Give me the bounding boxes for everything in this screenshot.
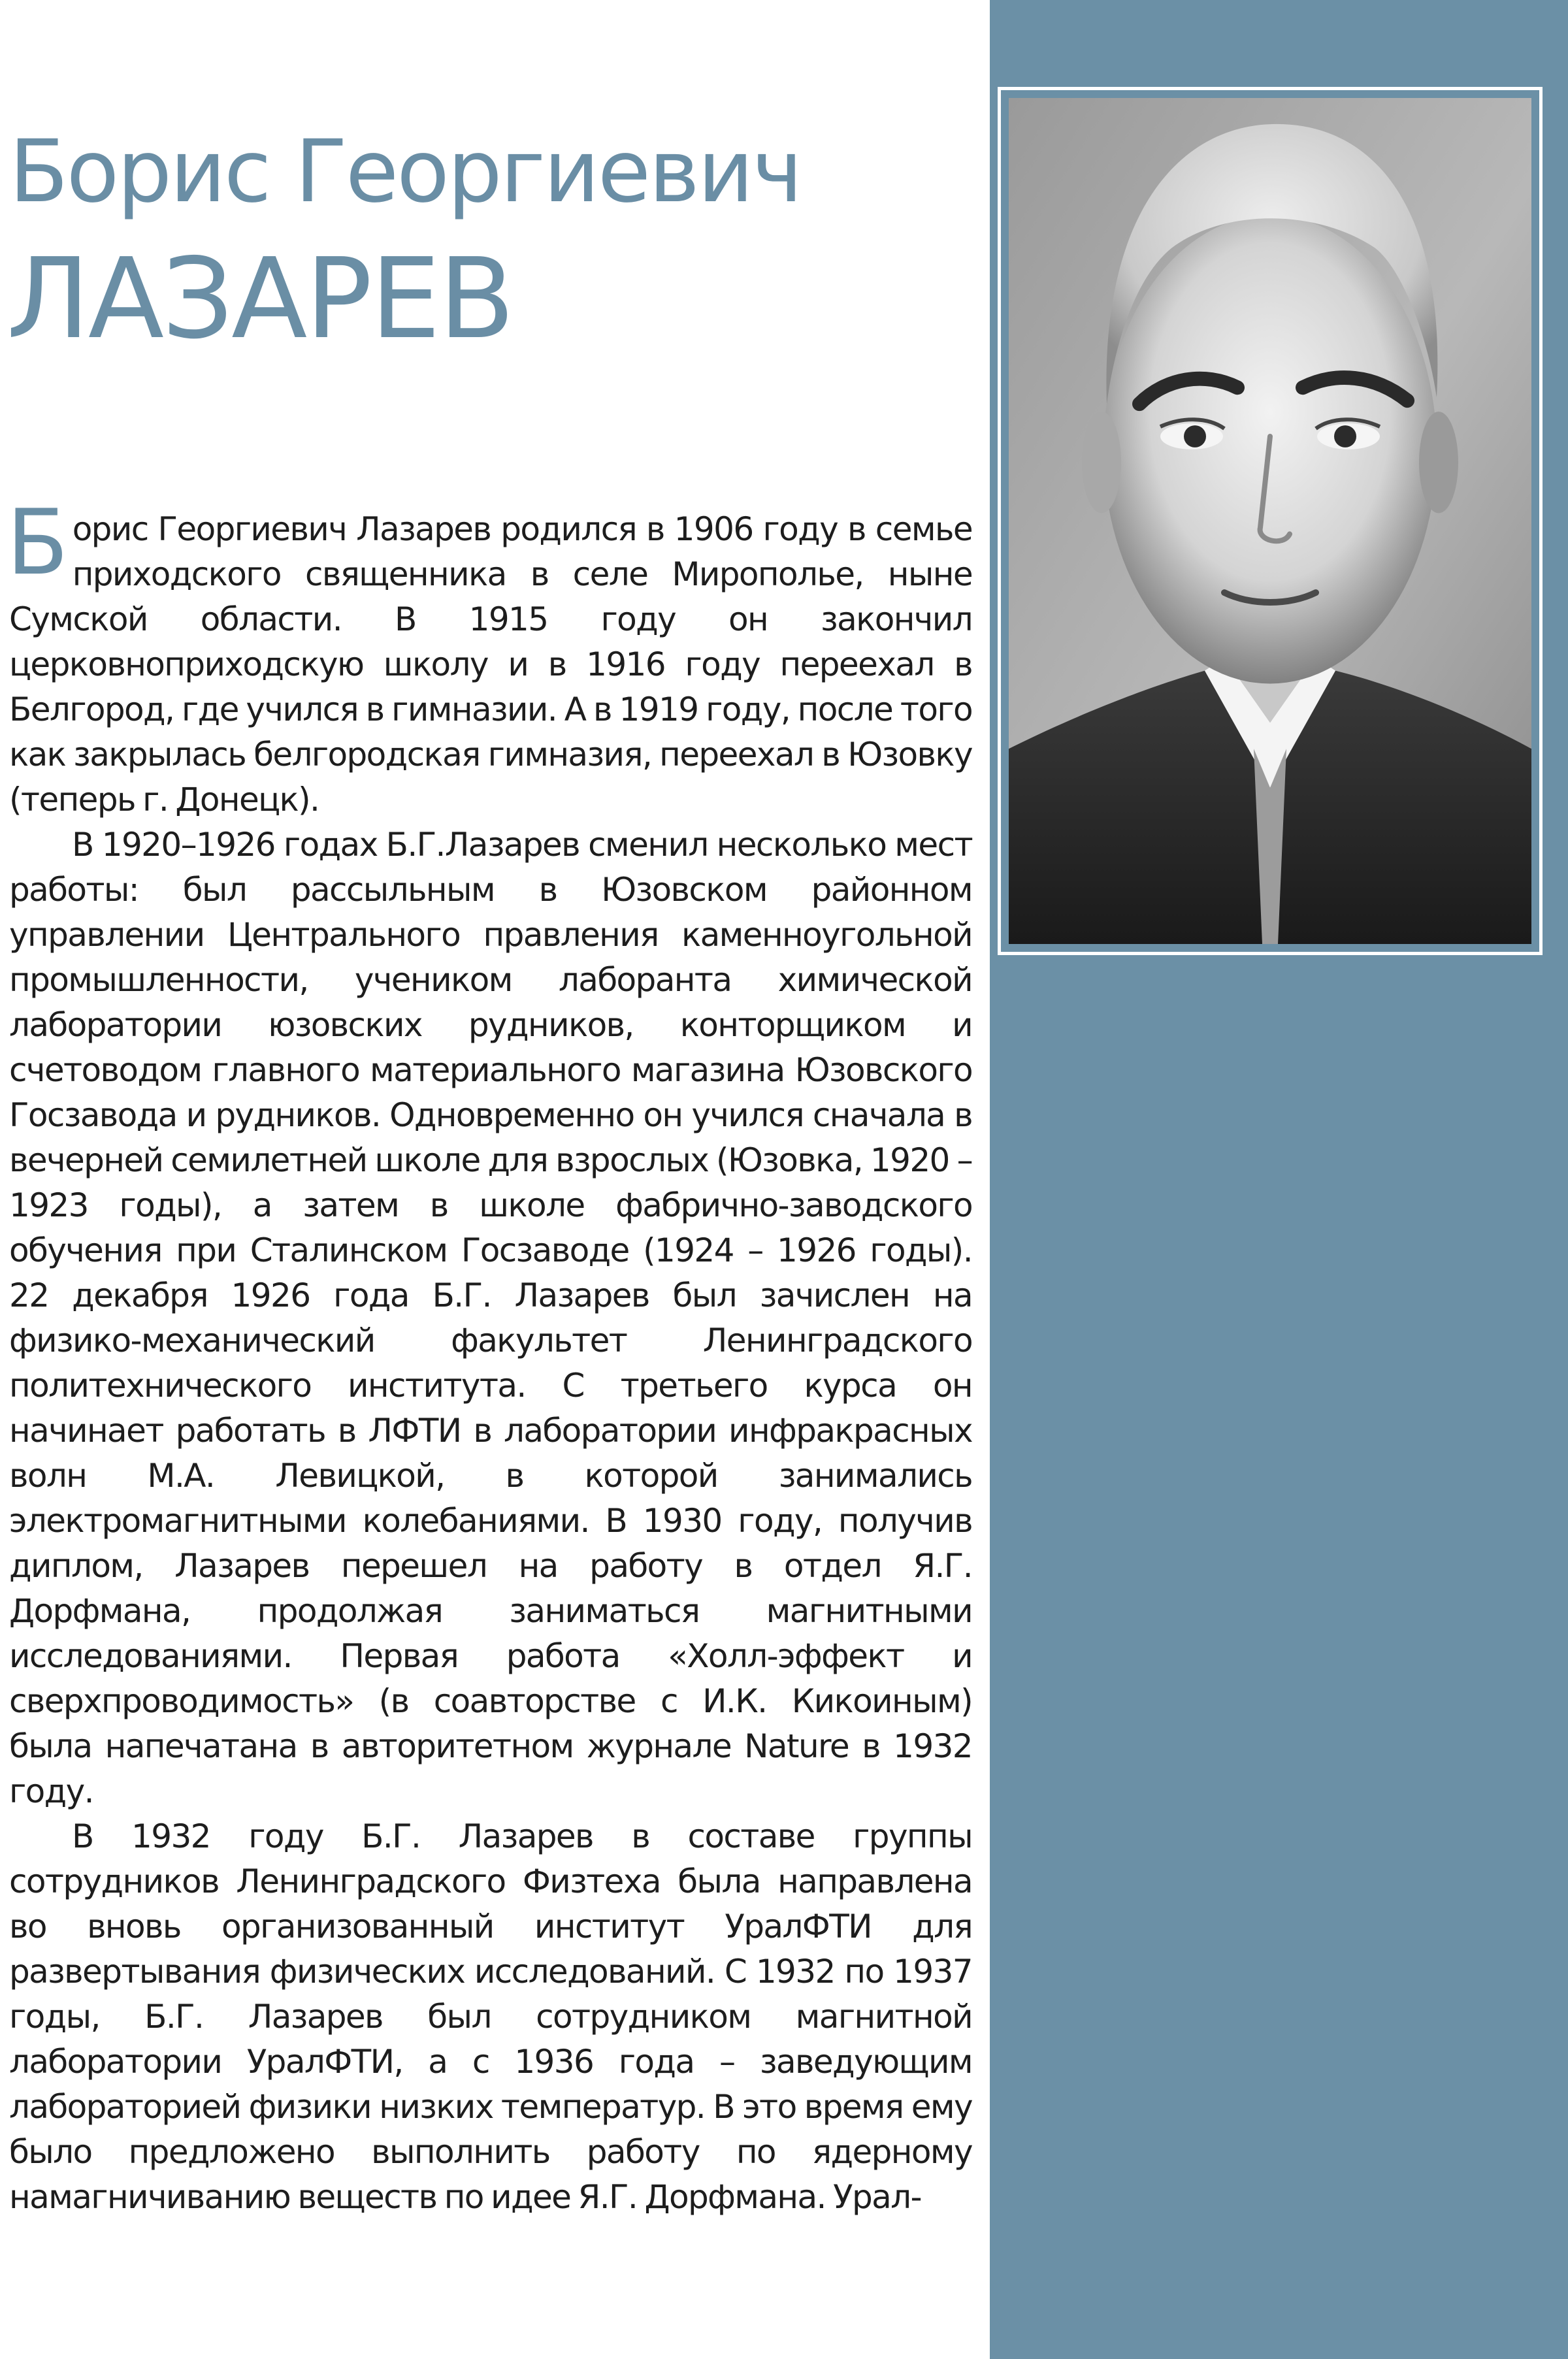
- paragraph-text: орис Георгиевич Лазарев родился в 1906 году в семье приходского священника в селе Мирополье, ныне Сумской области. В 1915 году он закончил церковноприходскую школу и в 1916 году переехал в Белгород, где учился в гимназии. А в 1919 году, после того как закрылась белгородская гимназия, переехал в Юзовку (теперь г. Донецк).: [9, 510, 972, 819]
- person-surname: ЛАЗАРЕВ: [7, 235, 513, 364]
- portrait-frame: [998, 87, 1543, 955]
- drop-cap: Б: [7, 490, 69, 595]
- biography-text: [7, 490, 972, 2220]
- portrait-photo-icon: [1009, 98, 1531, 944]
- biography-paragraph: [7, 490, 972, 822]
- person-first-names: Борис Георгиевич: [9, 122, 801, 222]
- biography-paragraph: В 1920–1926 годах Б.Г.Лазарев сменил несколько мест работы: был рассыльным в Юзовском районном управлении Центрального правления каменноугольной промышленности, учеником лаборанта химической лаборатории юзовских рудников, конторщиком и счетоводом главного материального магазина Юзовского Госзавода и рудников. Одновременно он учился сначала в вечерней семилетней школе для взрослых (Юзовка, 1920 –1923 годы), а затем в школе фабрично-заводского обучения при Сталинском Госзаводе (1924 – 1926 годы). 22 декабря 1926 года Б.Г. Лазарев был зачислен на физико-механический факультет Ленинградского политехнического института. С третьего курса он начинает работать в ЛФТИ в лаборатории инфракрасных волн М.А. Левицкой, в которой занимались электромагнитными колебаниями. В 1930 году, получив диплом, Лазарев перешел на работу в отдел Я.Г. Дорфмана, продолжая заниматься магнитными исследованиями. Первая работа «Холл-эффект и сверхпроводимость» (в соавторстве с И.К. Кикоиным) была напечатана в авторитетном журнале Nature в 1932 году.: [9, 826, 972, 1810]
- biography-paragraph: В 1932 году Б.Г. Лазарев в составе группы сотрудников Ленинградского Физтеха была направлена во вновь организованный институт УралФТИ для развертывания физических исследований. С 1932 по 1937 годы, Б.Г. Лазарев был сотрудником магнитной лаборатории УралФТИ, а с 1936 года – заведующим лабораторией физики низких температур. В это время ему было предложено выполнить работу по ядерному намагничиванию веществ по идее Я.Г. Дорфмана. Урал-: [9, 1817, 972, 2216]
